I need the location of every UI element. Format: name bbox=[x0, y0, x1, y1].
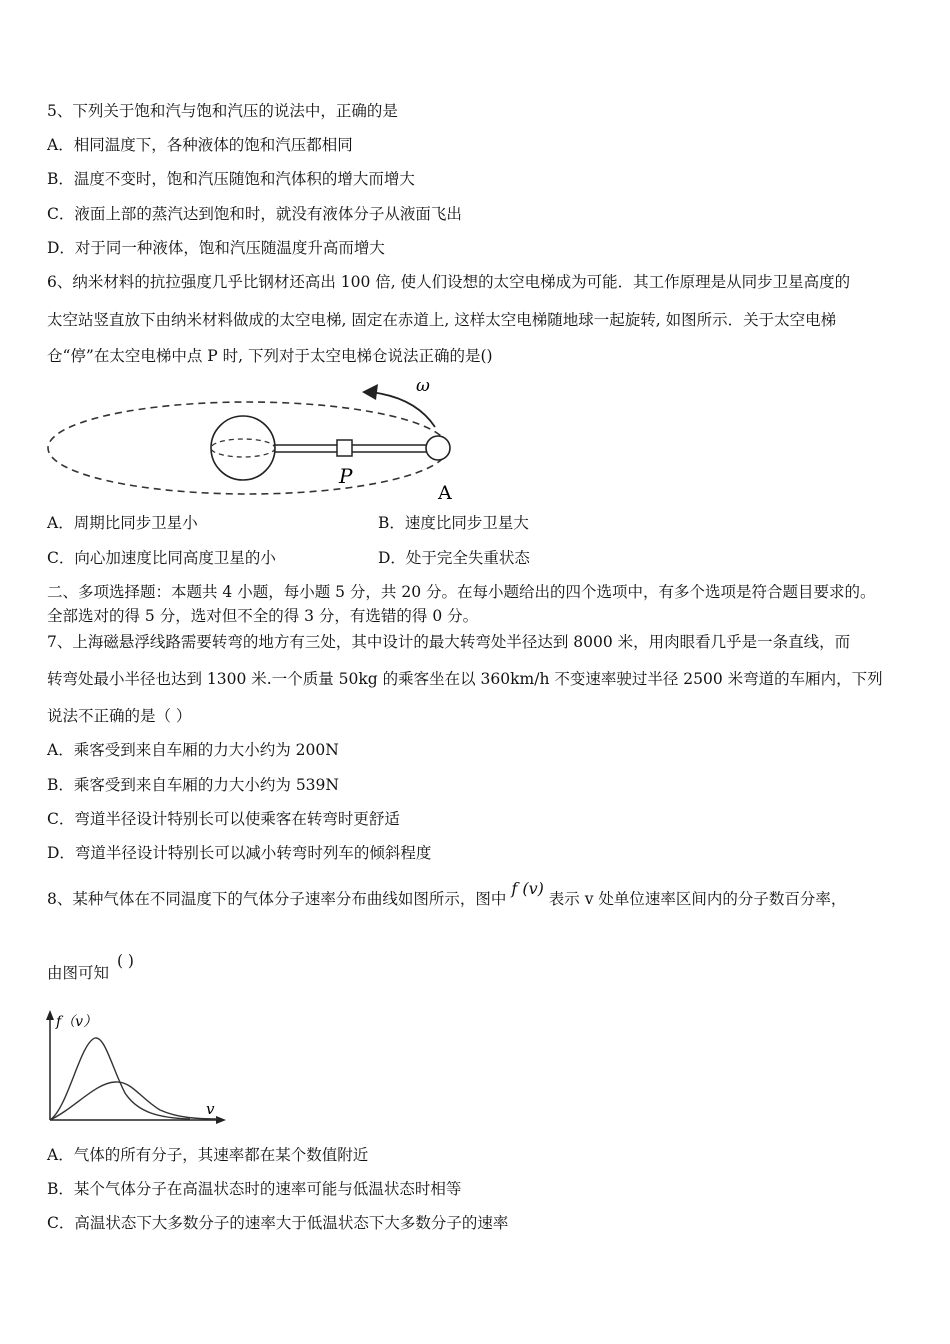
a-label: A bbox=[438, 482, 452, 504]
q6-option-b: B．速度比同步卫星大 bbox=[378, 514, 529, 532]
q6-option-c: C．向心加速度比同高度卫星的小 bbox=[47, 549, 276, 567]
arrow-head-icon bbox=[362, 384, 378, 400]
q7-option-a: A．乘客受到来自车厢的力大小约为 200N bbox=[47, 741, 339, 759]
section2-heading-line2: 全部选对的得 5 分，选对但不全的得 3 分，有选错的得 0 分。 bbox=[47, 607, 479, 625]
q5-option-d: D．对于同一种液体，饱和汽压随温度升高而增大 bbox=[47, 239, 385, 257]
earth-circle bbox=[211, 416, 275, 480]
q8-option-a: A．气体的所有分子，其速率都在某个数值附近 bbox=[47, 1146, 369, 1164]
q5-stem: 5、下列关于饱和汽与饱和汽压的说法中，正确的是 bbox=[47, 102, 398, 120]
q6-stem-line1: 6、纳米材料的抗拉强度几乎比钢材还高出 100 倍, 使人们设想的太空电梯成为可能．其工作原理是从同步卫星高度的 bbox=[47, 273, 851, 291]
q6-option-d: D．处于完全失重状态 bbox=[378, 549, 530, 567]
q8-stem-part-a: 8、某种气体在不同温度下的气体分子速率分布曲线如图所示，图中 bbox=[47, 890, 507, 908]
rotation-arrow bbox=[370, 392, 435, 427]
q5-option-a: A．相同温度下，各种液体的饱和汽压都相同 bbox=[47, 136, 353, 154]
q8-stem-line2 bbox=[47, 952, 134, 983]
high-temp-curve bbox=[50, 1082, 218, 1120]
speed-distribution-graph bbox=[40, 1008, 230, 1128]
q8-option-c: C．高温状态下大多数分子的速率大于低温状态下大多数分子的速率 bbox=[47, 1214, 509, 1232]
q6-option-a: A．周期比同步卫星小 bbox=[47, 514, 198, 532]
q7-stem-line2: 转弯处最小半径也达到 1300 米.一个质量 50kg 的乘客坐在以 360km/h 不变速率驶过半径 2500 米弯道的车厢内，下列 bbox=[47, 670, 883, 688]
graph-x-label: v bbox=[206, 1100, 215, 1118]
q8-stem-line2-text: 由图可知 bbox=[47, 964, 110, 982]
section2-heading-line1: 二、多项选择题：本题共 4 小题，每小题 5 分，共 20 分。在每小题给出的四个选项中，有多个选项是符合题目要求的。 bbox=[47, 583, 876, 601]
y-axis-arrow-icon bbox=[46, 1010, 54, 1020]
q8-stem-line1 bbox=[47, 879, 847, 909]
q7-option-b: B．乘客受到来自车厢的力大小约为 539N bbox=[47, 776, 339, 794]
equator-ellipse bbox=[211, 439, 275, 457]
q8-stem-part-b: 表示 v 处单位速率区间内的分子数百分率， bbox=[548, 890, 847, 908]
q5-option-c: C．液面上部的蒸汽达到饱和时，就没有液体分子从液面飞出 bbox=[47, 205, 462, 223]
satellite-a bbox=[426, 436, 450, 460]
q5-option-b: B．温度不变时，饱和汽压随饱和汽体积的增大而增大 bbox=[47, 170, 415, 188]
q6-stem-line3: 仓“停”在太空电梯中点 P 时, 下列对于太空电梯仓说法正确的是() bbox=[47, 347, 493, 365]
low-temp-curve bbox=[50, 1038, 190, 1120]
q7-stem-line3: 说法不正确的是（ ） bbox=[47, 707, 192, 725]
fv-symbol: f (v) bbox=[511, 879, 544, 898]
graph-y-label: f（v） bbox=[56, 1014, 98, 1030]
answer-paren: ( ) bbox=[116, 952, 134, 970]
q6-stem-line2: 太空站竖直放下由纳米材料做成的太空电梯, 固定在赤道上, 这样太空电梯随地球一起旋转, 如图所示．关于太空电梯 bbox=[47, 311, 837, 329]
q7-stem-line1: 7、上海磁悬浮线路需要转弯的地方有三处，其中设计的最大转弯处半径达到 8000 米，用肉眼看几乎是一条直线，而 bbox=[47, 633, 851, 651]
x-axis-arrow-icon bbox=[216, 1116, 226, 1124]
elevator-cabin bbox=[337, 440, 352, 456]
q8-option-b: B．某个气体分子在高温状态时的速率可能与低温状态时相等 bbox=[47, 1180, 462, 1198]
q7-option-d: D．弯道半径设计特别长可以减小转弯时列车的倾斜程度 bbox=[47, 844, 432, 862]
q7-option-c: C．弯道半径设计特别长可以使乘客在转弯时更舒适 bbox=[47, 810, 400, 828]
p-label: P bbox=[339, 464, 353, 488]
space-elevator-figure bbox=[40, 375, 460, 505]
omega-label: ω bbox=[416, 376, 430, 396]
